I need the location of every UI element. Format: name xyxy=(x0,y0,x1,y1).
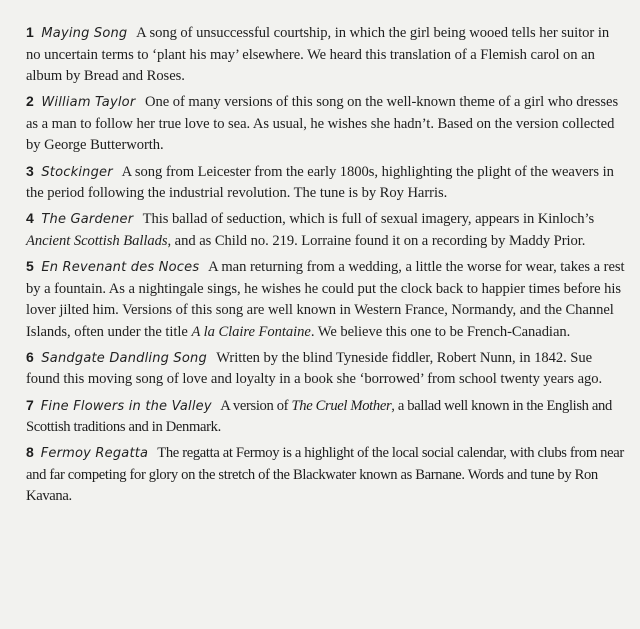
alternate-title: A la Claire Fontaine xyxy=(191,323,311,340)
track-number: 5 xyxy=(26,257,34,274)
track-description-cont: . We believe this one to be French-Canadian. xyxy=(310,323,571,340)
track-description: Written by the blind Tyneside fiddler, Robert Nunn, in 1842. Sue found this moving song of love and loyalty in a book she ‘borrowed’ from school twenty years ago. xyxy=(26,349,603,388)
track-description: A version of xyxy=(220,397,292,414)
track-note-8 xyxy=(26,442,626,508)
track-description: This ballad of seduction, which is full of sexual imagery, appears in Kinloch’s xyxy=(142,211,595,228)
track-title: Stockinger xyxy=(41,164,113,180)
track-title: Maying Song xyxy=(41,26,128,41)
track-title: Sandgate Dandling Song xyxy=(41,350,207,366)
track-note-7 xyxy=(26,395,626,439)
track-description-cont: , a ballad well known in the English and Scottish traditions and in Denmark. xyxy=(26,397,612,436)
track-number: 7 xyxy=(26,396,34,413)
track-title: Fermoy Regatta xyxy=(40,446,149,462)
track-note-1 xyxy=(26,22,626,88)
track-description: A song from Leicester from the early 1800s, highlighting the plight of the weavers in the period following the industrial revolution. The tune is by Roy Harris. xyxy=(26,163,614,202)
track-number: 8 xyxy=(26,444,34,461)
track-title: The Gardener xyxy=(41,212,134,228)
liner-notes xyxy=(26,22,626,511)
track-title: William Taylor xyxy=(41,95,136,111)
track-title: En Revenant des Noces xyxy=(41,259,200,275)
track-description: A man returning from a wedding, a little the worse for wear, takes a rest by a fountain. As a nightingale sings, he wishes he could put the clock back to happier times before his lover jilted him. Versions of this song are well known in Western France, Normandy, and the Channel Islands, often under the title xyxy=(26,258,625,340)
track-note-6 xyxy=(26,347,626,391)
track-description-cont: , and as Child no. 219. Lorraine found it on a recording by Maddy Prior. xyxy=(167,232,586,249)
track-number: 2 xyxy=(26,93,34,110)
track-number: 1 xyxy=(26,24,34,40)
track-note-3 xyxy=(26,161,626,205)
track-number: 6 xyxy=(26,348,34,365)
track-note-2 xyxy=(26,91,626,157)
track-note-5 xyxy=(26,256,626,343)
track-description: A song of unsuccessful courtship, in which the girl being wooed tells her suitor in no uncertain terms to ‘plant his may’ elsewhere. We heard this translation of a Flemish carol on an album by Bread and Roses. xyxy=(26,25,610,85)
track-description: One of many versions of this song on the well-known theme of a girl who dresses as a man to follow her true love to sea. As usual, he wishes she hadn’t. Based on the version collected by George Butterworth. xyxy=(26,94,619,154)
track-title: Fine Flowers in the Valley xyxy=(40,398,212,414)
track-number: 4 xyxy=(26,210,34,227)
track-description: The regatta at Fermoy is a highlight of the local social calendar, with clubs from near and far competing for glory on the stretch of the Blackwater known as Barnane. Words and tune by Ron Kavana. xyxy=(26,445,624,505)
book-title: Ancient Scottish Ballads xyxy=(26,232,168,249)
ballad-title: The Cruel Mother xyxy=(291,397,392,414)
track-note-4 xyxy=(26,208,626,252)
track-number: 3 xyxy=(26,162,34,179)
